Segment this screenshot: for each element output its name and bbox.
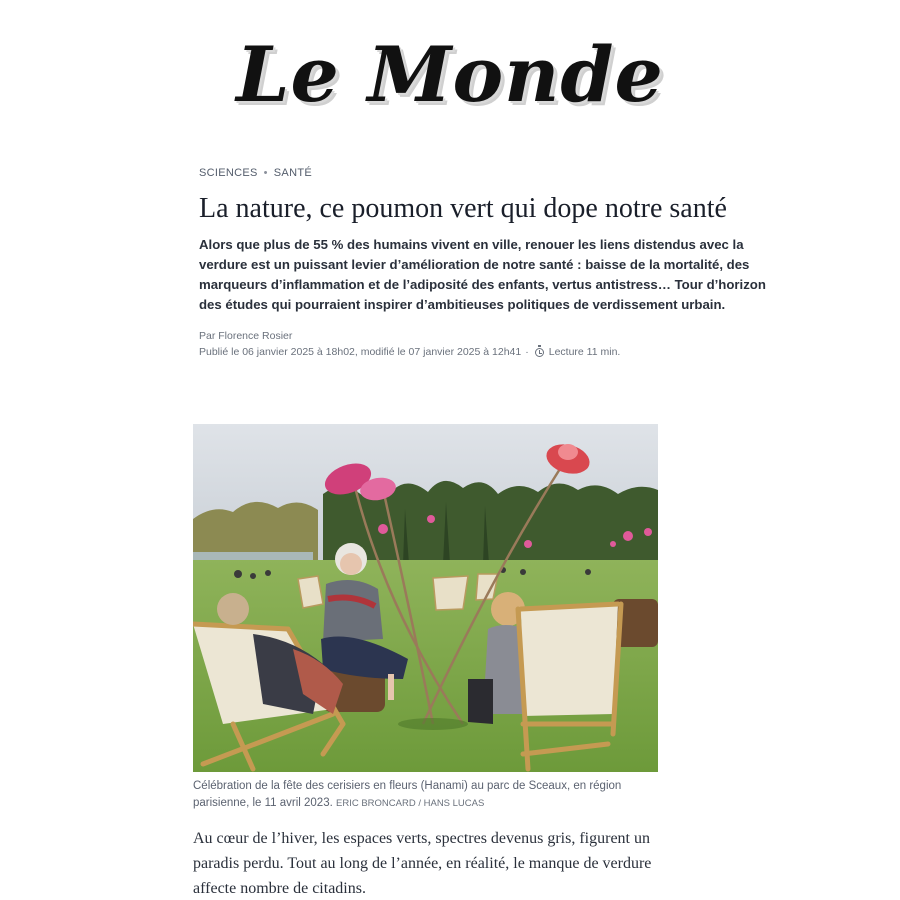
photo-caption bbox=[193, 778, 663, 812]
caption-text: Célébration de la fête des cerisiers en fleurs (Hanami) au parc de Sceaux, en région parisienne, le 11 avril 2023. bbox=[193, 780, 622, 809]
article-header bbox=[199, 165, 789, 360]
publication-date: Publié le 06 janvier 2025 à 18h02, modifié le 07 janvier 2025 à 12h41 bbox=[199, 346, 522, 358]
breadcrumb-link-sciences[interactable]: SCIENCES bbox=[199, 167, 258, 179]
article-byline: Par Florence Rosier bbox=[199, 330, 293, 342]
article-title: La nature, ce poumon vert qui dope notre santé bbox=[199, 193, 727, 224]
article-lede: Alors que plus de 55 % des humains vivent en ville, renouer les liens distendus avec la verdure est un puissant levier d’amélioration de notre santé : baisse de la mortalité, des marqueurs d’inflammation et de l’adiposité des enfants, vertus antistress… Tour d’horizon des études qui pourraient inspirer d’ambitieuses politiques de verdissement urbain. bbox=[199, 237, 766, 312]
meta-separator: · bbox=[525, 346, 529, 358]
section-breadcrumb bbox=[199, 165, 789, 181]
article-photo bbox=[193, 424, 658, 772]
masthead bbox=[0, 30, 900, 120]
photo-credit: ERIC BRONCARD / HANS LUCAS bbox=[336, 798, 485, 809]
breadcrumb-separator: • bbox=[263, 167, 268, 179]
reading-time: Lecture 11 min. bbox=[548, 346, 621, 358]
breadcrumb-link-sante[interactable]: SANTÉ bbox=[273, 167, 312, 179]
article-body bbox=[193, 826, 673, 900]
clock-icon bbox=[535, 348, 544, 357]
publication-info bbox=[199, 344, 789, 360]
body-paragraph: Au cœur de l’hiver, les espaces verts, spectres devenus gris, figurent un paradis perdu. Tout au long de l’année, en réalité, le manque de verdure affecte nombre de citadins. bbox=[193, 830, 652, 897]
le-monde-logo[interactable]: Le Monde bbox=[236, 30, 664, 119]
park-photo-illustration bbox=[193, 424, 658, 772]
